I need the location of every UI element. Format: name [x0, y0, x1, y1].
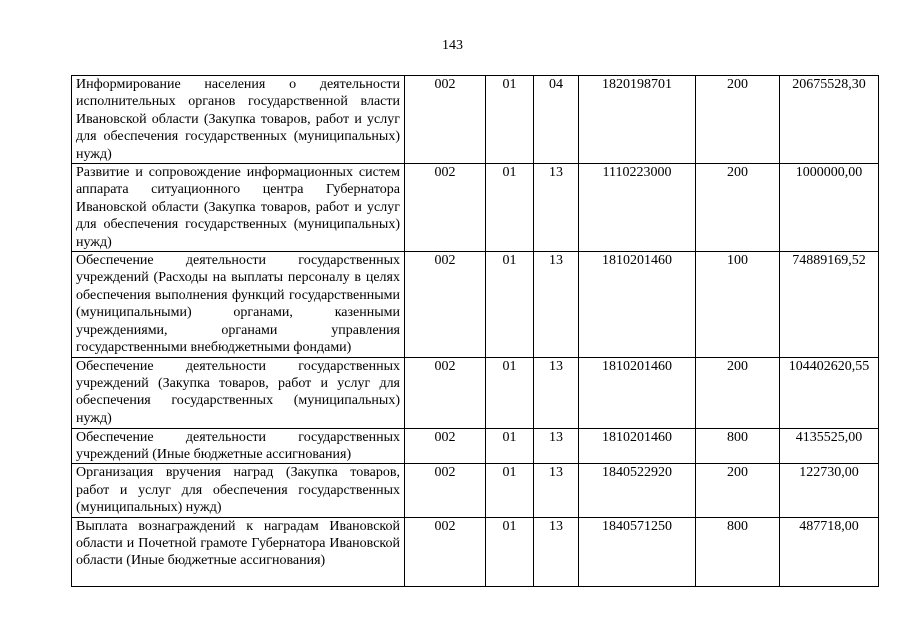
section-code: 01 — [486, 252, 534, 357]
section-code: 01 — [486, 164, 534, 252]
expense-type-code: 100 — [696, 252, 780, 357]
subsection-code: 04 — [534, 76, 579, 164]
amount-value: 20675528,30 — [780, 76, 879, 164]
section-code: 01 — [486, 464, 534, 517]
table-row — [72, 252, 879, 357]
section-code: 01 — [486, 428, 534, 464]
ministry-code: 002 — [405, 428, 486, 464]
expense-type-code: 800 — [696, 428, 780, 464]
page-number: 143 — [442, 38, 463, 53]
target-article-code: 1820198701 — [579, 76, 696, 164]
ministry-code: 002 — [405, 517, 486, 586]
target-article-code: 1810201460 — [579, 252, 696, 357]
row-description: Развитие и сопровождение информационных систем аппарата ситуационного центра Губернатора Ивановской области (Закупка товаров, работ и услуг для обеспечения государственных (муниципальных) нужд) — [72, 164, 405, 252]
expense-type-code: 200 — [696, 76, 780, 164]
row-description: Выплата вознаграждений к наградам Ивановской области и Почетной грамоте Губернатора Ивановской области (Иные бюджетные ассигнования) — [72, 517, 405, 586]
ministry-code: 002 — [405, 76, 486, 164]
ministry-code: 002 — [405, 164, 486, 252]
section-code: 01 — [486, 357, 534, 428]
target-article-code: 1840522920 — [579, 464, 696, 517]
budget-table — [71, 75, 879, 587]
expense-type-code: 200 — [696, 357, 780, 428]
amount-value: 104402620,55 — [780, 357, 879, 428]
subsection-code: 13 — [534, 252, 579, 357]
amount-value: 122730,00 — [780, 464, 879, 517]
table-row — [72, 428, 879, 464]
expense-type-code: 200 — [696, 464, 780, 517]
ministry-code: 002 — [405, 357, 486, 428]
amount-value: 1000000,00 — [780, 164, 879, 252]
section-code: 01 — [486, 76, 534, 164]
ministry-code: 002 — [405, 252, 486, 357]
table-row — [72, 464, 879, 517]
subsection-code: 13 — [534, 164, 579, 252]
expense-type-code: 800 — [696, 517, 780, 586]
row-description: Обеспечение деятельности государственных учреждений (Расходы на выплаты персоналу в целях обеспечения выполнения функций государственными (муниципальными) органами, казенными учреждениями, органами управления государственными внебюджетными фондами) — [72, 252, 405, 357]
expense-type-code: 200 — [696, 164, 780, 252]
table-row — [72, 76, 879, 164]
table-row — [72, 517, 879, 586]
target-article-code: 1840571250 — [579, 517, 696, 586]
ministry-code: 002 — [405, 464, 486, 517]
subsection-code: 13 — [534, 357, 579, 428]
target-article-code: 1810201460 — [579, 357, 696, 428]
amount-value: 487718,00 — [780, 517, 879, 586]
row-description: Обеспечение деятельности государственных учреждений (Закупка товаров, работ и услуг для обеспечения государственных (муниципальных) нужд) — [72, 357, 405, 428]
table-row — [72, 357, 879, 428]
row-description: Организация вручения наград (Закупка товаров, работ и услуг для обеспечения государственных (муниципальных) нужд) — [72, 464, 405, 517]
amount-value: 4135525,00 — [780, 428, 879, 464]
row-description: Обеспечение деятельности государственных учреждений (Иные бюджетные ассигнования) — [72, 428, 405, 464]
subsection-code: 13 — [534, 464, 579, 517]
table-row — [72, 164, 879, 252]
amount-value: 74889169,52 — [780, 252, 879, 357]
row-description: Информирование населения о деятельности исполнительных органов государственной власти Ивановской области (Закупка товаров, работ и услуг для обеспечения государственных (муниципальных) нужд) — [72, 76, 405, 164]
subsection-code: 13 — [534, 517, 579, 586]
section-code: 01 — [486, 517, 534, 586]
target-article-code: 1810201460 — [579, 428, 696, 464]
target-article-code: 1110223000 — [579, 164, 696, 252]
subsection-code: 13 — [534, 428, 579, 464]
